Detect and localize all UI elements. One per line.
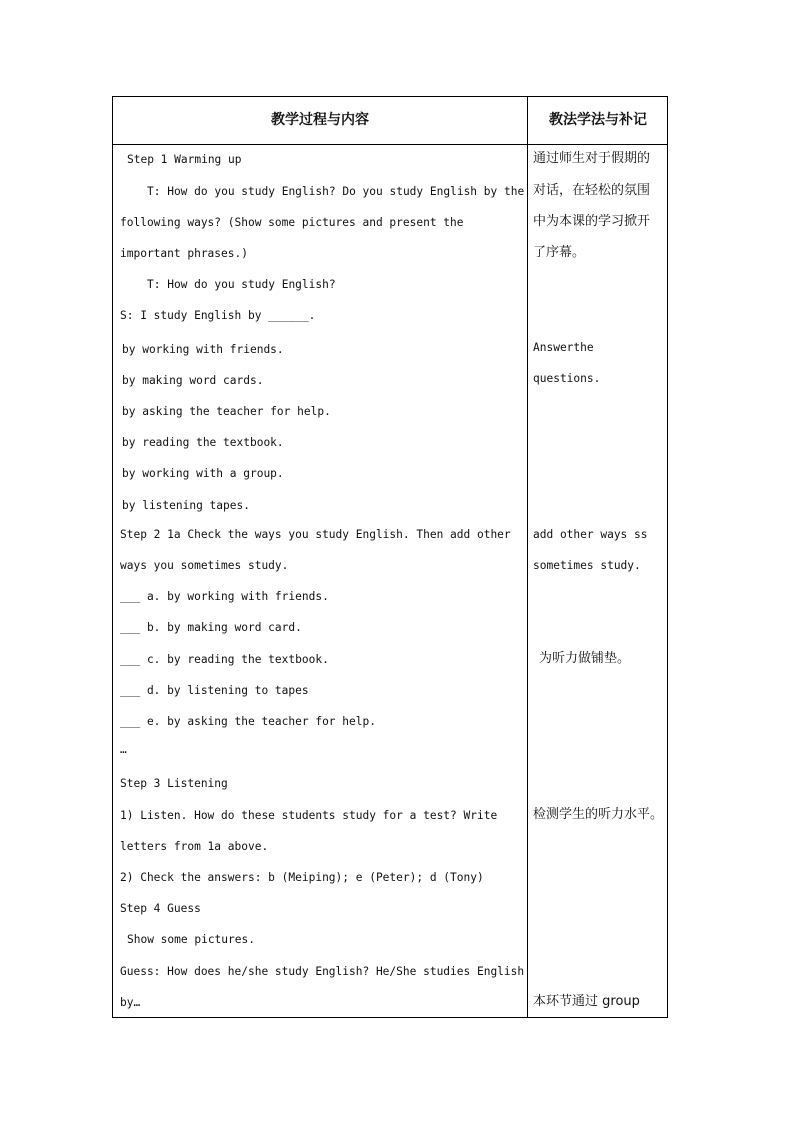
text-line: T: How do you study English? — [147, 278, 336, 291]
column-divider — [527, 97, 528, 1017]
note-line: 为听力做铺垫。 — [539, 651, 631, 666]
phrase-item: by working with friends. — [122, 343, 284, 356]
header-process-content: 教学过程与内容 — [271, 112, 369, 128]
phrase-item: by making word cards. — [122, 374, 264, 387]
text-line: T: How do you study English? Do you study English by the — [147, 185, 525, 198]
lesson-plan-table — [112, 96, 668, 1018]
checklist-item: ___ b. by making word card. — [120, 621, 302, 634]
text-line: ways you sometimes study. — [120, 559, 289, 572]
note-line: 通过师生对于假期的 — [533, 151, 651, 166]
note-line: add other ways ss — [533, 528, 648, 541]
text-line: Guess: How does he/she study English? He/She studies English — [120, 965, 525, 978]
note-line: sometimes study. — [533, 559, 641, 572]
text-line: important phrases.) — [120, 247, 248, 260]
text-line: S: I study English by ______. — [120, 309, 316, 322]
text-line: by… — [120, 996, 141, 1009]
note-line: questions. — [533, 372, 601, 385]
header-methods-notes: 教法学法与补记 — [549, 112, 647, 128]
text-line: Show some pictures. — [127, 933, 255, 946]
note-line: 本环节通过 group — [533, 994, 640, 1009]
note-line: 对话，在轻松的氛围 — [533, 183, 651, 198]
text-line: following ways? (Show some pictures and present the — [120, 216, 464, 229]
phrase-item: by working with a group. — [122, 467, 284, 480]
phrase-item: by asking the teacher for help. — [122, 405, 331, 418]
text-line: 1) Listen. How do these students study for a test? Write — [120, 809, 498, 822]
text-line: letters from 1a above. — [120, 840, 269, 853]
step-1-heading: Step 1 Warming up — [127, 153, 242, 166]
note-line: Answerthe — [533, 341, 594, 354]
note-line: 检测学生的听力水平。 — [533, 807, 664, 822]
ellipsis: … — [120, 743, 127, 756]
step-4-heading: Step 4 Guess — [120, 902, 201, 915]
header-divider — [113, 144, 667, 145]
phrase-item: by listening tapes. — [122, 499, 250, 512]
checklist-item: ___ e. by asking the teacher for help. — [120, 715, 376, 728]
step-3-heading: Step 3 Listening — [120, 777, 228, 790]
checklist-item: ___ c. by reading the textbook. — [120, 653, 329, 666]
phrase-item: by reading the textbook. — [122, 436, 284, 449]
step-2-heading: Step 2 1a Check the ways you study English. Then add other — [120, 528, 511, 541]
checklist-item: ___ a. by working with friends. — [120, 590, 329, 603]
note-line: 中为本课的学习掀开 — [533, 214, 651, 229]
text-line: 2) Check the answers: b (Meiping); e (Peter); d (Tony) — [120, 871, 484, 884]
checklist-item: ___ d. by listening to tapes — [120, 684, 309, 697]
note-line: 了序幕。 — [533, 245, 586, 260]
